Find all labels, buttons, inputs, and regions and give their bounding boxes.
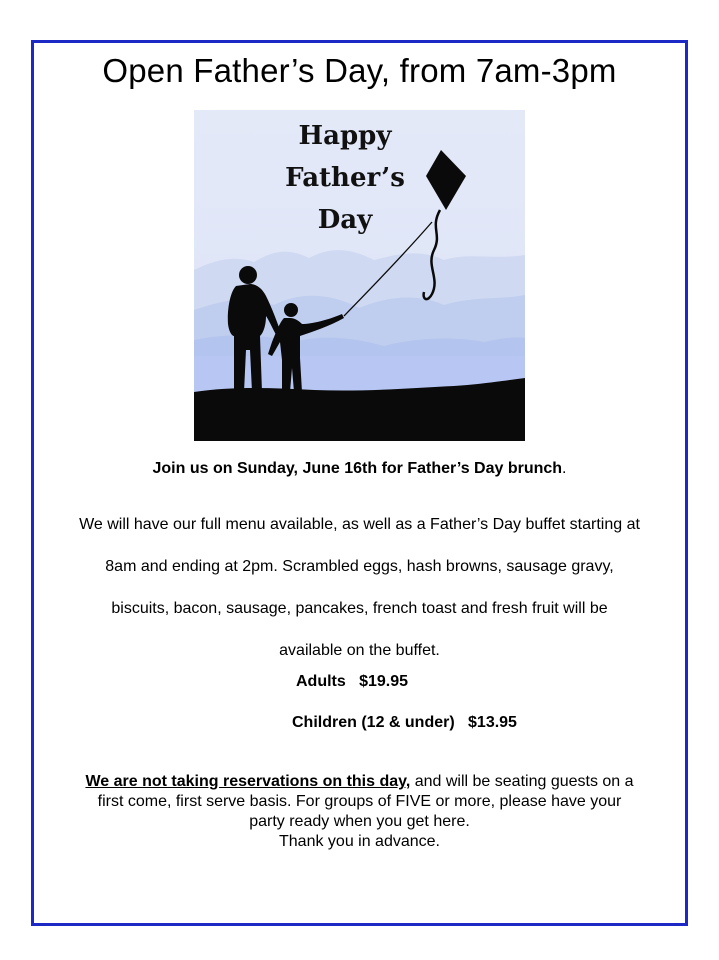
notice-line4: Thank you in advance. (279, 833, 440, 850)
intro-tail: . (562, 460, 567, 477)
page-title: Open Father’s Day, from 7am-3pm (102, 52, 617, 89)
reservation-notice (44, 772, 675, 852)
body-line: We will have our full menu available, as well as a Father’s Day buffet starting at (79, 516, 640, 533)
intro-line (0, 460, 719, 478)
notice-line3: party ready when you get here. (249, 813, 470, 830)
notice-line1-rest: and will be seating guests on a (410, 773, 634, 790)
body-line: 8am and ending at 2pm. Scrambled eggs, hash browns, sausage gravy, (105, 558, 614, 575)
price-adults: Adults $19.95 (296, 673, 409, 690)
notice-line2: first come, first serve basis. For groups of FIVE or more, please have your (97, 793, 622, 810)
intro-bold-text: Join us on Sunday, June 16th for Father’s Day brunch (152, 460, 563, 477)
illustration-line3: Day (317, 205, 373, 235)
kite-silhouette-image (194, 110, 525, 441)
illustration-line2: Father’s (285, 163, 405, 193)
body-line: available on the buffet. (279, 642, 440, 659)
illustration-line1: Happy (298, 121, 392, 151)
body-line: biscuits, bacon, sausage, pancakes, french toast and fresh fruit will be (111, 600, 608, 617)
fathers-day-illustration (194, 110, 525, 441)
buffet-description (36, 504, 683, 672)
price-children: Children (12 & under) $13.95 (292, 714, 517, 731)
notice-underlined: We are not taking reservations on this day, (85, 773, 411, 790)
